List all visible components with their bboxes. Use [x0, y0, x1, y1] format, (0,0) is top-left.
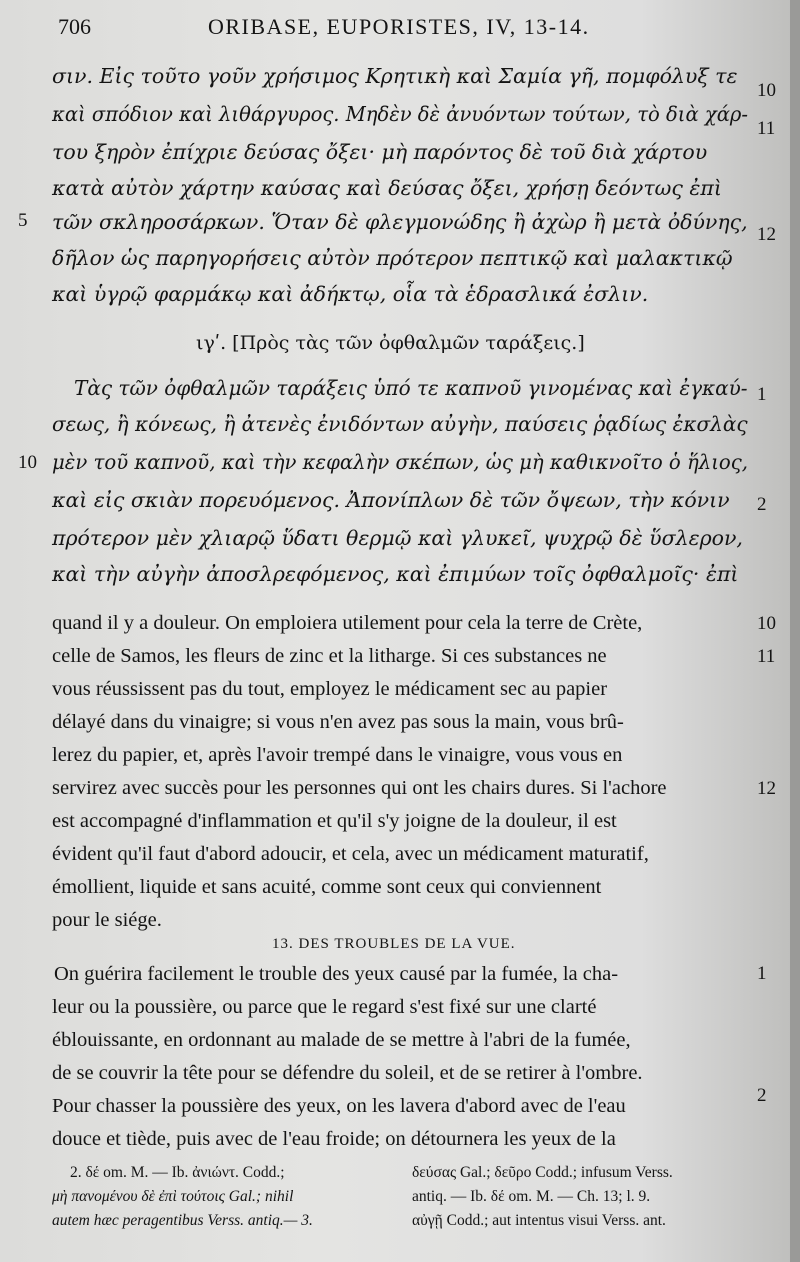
french-line: lerez du papier, et, après l'avoir trempé dans le vinaigre, vous vous en — [52, 744, 623, 766]
margin-number: 12 — [757, 224, 776, 245]
greek-line: δῆλον ὡς παρηγορήσεις αὐτὸν πρότερον πεπτικῷ καὶ μαλακτικῷ — [52, 246, 733, 270]
french-line: On guérira facilement le trouble des yeux causé par la fumée, la cha- — [54, 963, 619, 985]
french-line: est accompagné d'inflammation et qu'il s'y joigne de la douleur, il est — [52, 810, 617, 832]
margin-number: 10 — [757, 80, 776, 101]
footnote-line: δεύσας Gal.; δεῦρο Codd.; infusum Verss. — [412, 1164, 673, 1181]
french-line: douce et tiède, puis avec de l'eau froide; on détournera les yeux de la — [52, 1128, 616, 1150]
greek-line: καὶ σπόδιον καὶ λιθάργυρος. Μηδὲν δὲ ἀνυόντων τούτων, τὸ διὰ χάρ- — [52, 102, 749, 126]
greek-line: σιν. Εἰς τοῦτο γοῦν χρήσιμος Κρητικὴ καὶ Σαμία γῆ, πομφόλυξ τε — [52, 64, 738, 88]
margin-number: 11 — [757, 118, 776, 139]
margin-number: 5 — [18, 210, 28, 231]
greek-line: πρότερον μὲν χλιαρῷ ὕδατι θερμῷ καὶ γλυκεῖ, ψυχρῷ δὲ ὕσλερον, — [52, 526, 743, 550]
french-line: éblouissante, en ordonnant au malade de se mettre à l'abri de la fumée, — [52, 1029, 631, 1051]
greek-line: καὶ τὴν αὐγὴν ἀποσλρεφόμενος, καὶ ἐπιμύων τοῖς ὀφθαλμοῖς· ἐπὶ — [52, 562, 739, 586]
footnote-line: 2. δέ om. M. — Ib. ἀνιώντ. Codd.; — [70, 1164, 285, 1181]
page-header — [50, 14, 770, 46]
page-number: 706 — [58, 14, 91, 39]
greek-line: τῶν σκληροσάρκων. Ὅταν δὲ φλεγμονώδης ἢ ἀχὼρ ἢ μετὰ ὀδύνης, — [52, 210, 748, 234]
greek-line: του ξηρὸν ἐπίχριε δεύσας ὄξει· μὴ παρόντος δὲ τοῦ διὰ χάρτου — [52, 140, 708, 164]
french-line: Pour chasser la poussière des yeux, on les lavera d'abord avec de l'eau — [52, 1095, 626, 1117]
french-line: délayé dans du vinaigre; si vous n'en avez pas sous la main, vous brû- — [52, 711, 624, 733]
french-line: pour le siége. — [52, 909, 162, 931]
margin-number: 1 — [757, 384, 767, 405]
french-section-heading: 13. DES TROUBLES DE LA VUE. — [272, 936, 516, 952]
french-line: quand il y a douleur. On emploiera utilement pour cela la terre de Crète, — [52, 612, 643, 634]
greek-section-heading: ιγʹ. [Πρὸς τὰς τῶν ὀφθαλμῶν ταράξεις.] — [196, 332, 585, 354]
footnote-line: αὐγῇ Codd.; aut intentus visui Verss. ant. — [412, 1212, 666, 1229]
greek-line: καὶ ὑγρῷ φαρμάκῳ καὶ ἀδήκτῳ, οἷα τὰ ἑδρασλικά ἐσλιν. — [52, 282, 649, 306]
footnote-line: antiq. — Ib. δέ om. M. — Ch. 13; l. 9. — [412, 1188, 651, 1205]
margin-number: 10 — [18, 452, 37, 473]
greek-line: σεως, ἢ κόνεως, ἢ ἀτενὲς ἐνιδόντων αὐγὴν, παύσεις ῥᾳδίως ἐκσλὰς — [52, 412, 748, 436]
greek-line: καὶ εἰς σκιὰν πορευόμενος. Ἀπονίπλων δὲ τῶν ὄψεων, τὴν κόνιν — [52, 488, 730, 512]
margin-number: 12 — [757, 778, 776, 799]
margin-number: 2 — [757, 1085, 767, 1106]
french-line: de se couvrir la tête pour se défendre du soleil, et de se retirer à l'ombre. — [52, 1062, 643, 1084]
french-line: évident qu'il faut d'abord adoucir, et cela, avec un médicament maturatif, — [52, 843, 649, 865]
margin-number: 10 — [757, 613, 776, 634]
french-line: vous réussissent pas du tout, employez le médicament sec au papier — [52, 678, 608, 700]
greek-line: Τὰς τῶν ὀφθαλμῶν ταράξεις ὑπό τε καπνοῦ γινομένας καὶ ἐγκαύ- — [74, 376, 748, 400]
margin-number: 11 — [757, 646, 776, 667]
page-edge-shadow — [790, 0, 800, 1262]
french-line: émollient, liquide et sans acuité, comme sont ceux qui conviennent — [52, 876, 602, 898]
margin-number: 2 — [757, 494, 767, 515]
margin-number: 1 — [757, 963, 767, 984]
greek-line: κατὰ αὐτὸν χάρτην καύσας καὶ δεύσας ὄξει, χρήσῃ δεόντως ἐπὶ — [52, 176, 722, 200]
french-line: celle de Samos, les fleurs de zinc et la litharge. Si ces substances ne — [52, 645, 607, 667]
footnote-line: autem hæc peragentibus Verss. antiq.— 3. — [52, 1212, 313, 1229]
running-title: ORIBASE, EUPORISTES, IV, 13-14. — [208, 14, 590, 39]
greek-line: μὲν τοῦ καπνοῦ, καὶ τὴν κεφαλὴν σκέπων, ὡς μὴ καθικνοῖτο ὁ ἥλιος, — [52, 450, 749, 474]
french-line: leur ou la poussière, ou parce que le regard s'est fixé sur une clarté — [52, 996, 597, 1018]
french-line: servirez avec succès pour les personnes qui ont les chairs dures. Si l'achore — [52, 777, 667, 799]
footnote-line: μὴ πανομένου δὲ ἐπὶ τούτοις Gal.; nihil — [52, 1188, 294, 1205]
